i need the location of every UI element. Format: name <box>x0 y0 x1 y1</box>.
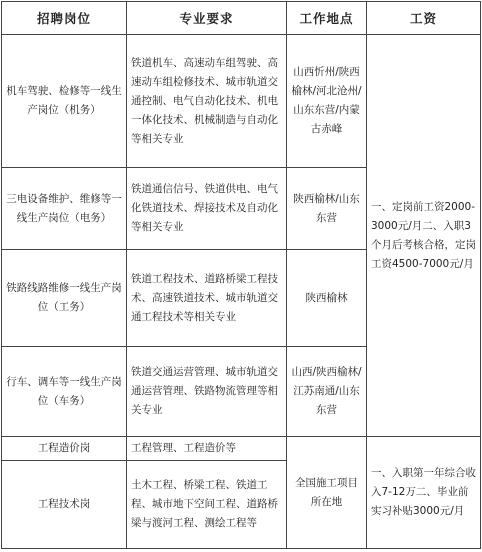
header-location: 工作地点 <box>287 2 367 35</box>
post-cell: 铁路线路维修一线生产岗位（工务） <box>2 250 127 347</box>
table-row <box>2 35 481 168</box>
recruitment-table <box>1 1 481 549</box>
location-cell: 山西/陕西榆林/江苏南通/山东东营 <box>287 347 367 437</box>
major-cell: 铁道通信信号、铁道供电、电气化铁道技术、焊接技术及自动化等相关专业 <box>127 168 287 250</box>
location-cell: 陕西榆林/山东东营 <box>287 168 367 250</box>
header-salary: 工资 <box>367 2 481 35</box>
post-cell: 三电设备维护、维修等一线生产岗位（电务） <box>2 168 127 250</box>
location-cell: 陕西榆林 <box>287 250 367 347</box>
post-cell: 工程造价岗 <box>2 437 127 461</box>
major-cell: 铁道交通运营管理、城市轨道交通运营管理、铁路物流管理等相关专业 <box>127 347 287 437</box>
salary-cell: 一、入职第一年综合收入7-12万二、毕业前实习补贴3000元/月 <box>367 437 481 549</box>
major-cell: 土木工程、桥梁工程、铁道工程、城市地下空间工程、道路桥梁与渡河工程、测绘工程等 <box>127 461 287 549</box>
post-cell: 行车、调车等一线生产岗位（车务） <box>2 347 127 437</box>
major-cell: 铁道机车、高速动车组驾驶、高速动车组检修技术、城市轨道交通控制、电气自动化技术、机电一体化技术、机械制造与自动化等相关专业 <box>127 35 287 168</box>
location-cell: 全国施工项目所在地 <box>287 437 367 549</box>
header-post: 招聘岗位 <box>2 2 127 35</box>
salary-cell: 一、定岗前工资2000-3000元/月二、入职3个月后考核合格，定岗工资4500-7000元/月 <box>367 35 481 437</box>
post-cell: 机车驾驶、检修等一线生产岗位（机务） <box>2 35 127 168</box>
major-cell: 工程管理、工程造价等 <box>127 437 287 461</box>
header-row <box>2 2 481 35</box>
location-cell: 山西忻州/陕西榆林/河北沧州/山东东营/内蒙古赤峰 <box>287 35 367 168</box>
header-major: 专业要求 <box>127 2 287 35</box>
post-cell: 工程技术岗 <box>2 461 127 549</box>
table-row <box>2 437 481 461</box>
major-cell: 铁道工程技术、道路桥梁工程技术、高速铁道技术、城市轨道交通工程技术等相关专业 <box>127 250 287 347</box>
